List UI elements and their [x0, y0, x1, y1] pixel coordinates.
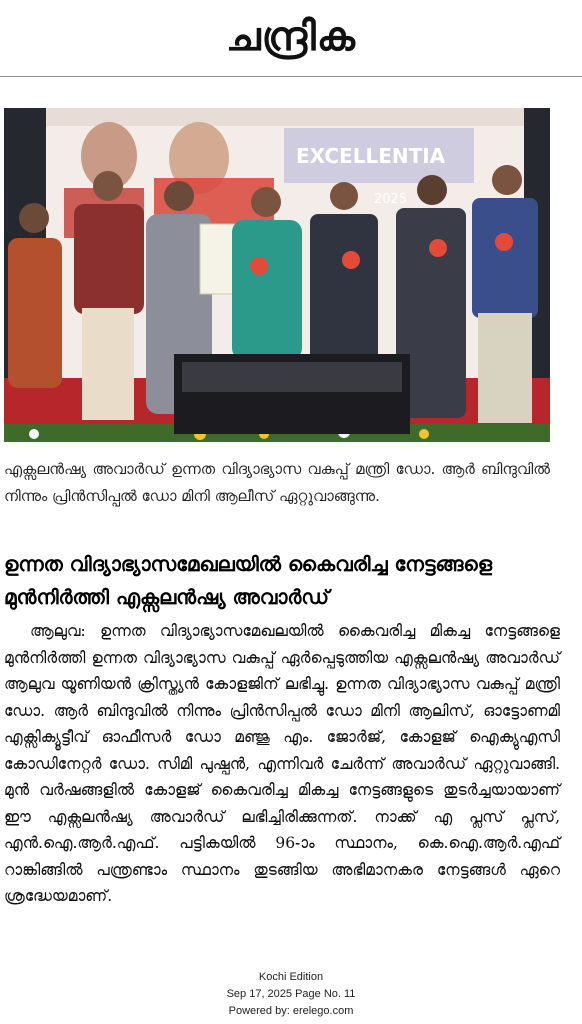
- banner-year: 2025: [374, 192, 408, 207]
- photo-caption: എക്സലൻഷ്യ അവാർഡ് ഉന്നത വിദ്യാഭ്യാസ വകുപ്പ് മന്ത്രി ഡോ. ആർ ബിന്ദുവിൽ നിന്നും പ്രിൻസിപ്പൽ ഡോ മിനി ആലീസ് ഏറ്റുവാങ്ങുന്നു.: [4, 460, 550, 505]
- powered-by-link[interactable]: Powered by: erelego.com: [228, 1005, 354, 1017]
- masthead: [0, 0, 582, 74]
- article-headline: ഉന്നത വിദ്യാഭ്യാസമേഖലയിൽ കൈവരിച്ച നേട്ടങ്ങളെ മുൻനിർത്തി എക്സലൻഷ്യ അവാർഡ്: [4, 552, 492, 609]
- news-photo: [4, 108, 550, 442]
- date-page-label: Sep 17, 2025 Page No. 11: [226, 988, 356, 1000]
- banner-title: EXCELLENTIA: [296, 144, 446, 168]
- page-footer: [0, 969, 582, 1020]
- article-body: ആലുവ: ഉന്നത വിദ്യാഭ്യാസമേഖലയിൽ കൈവരിച്ച മികച്ച നേട്ടങ്ങളെ മുൻനിർത്തി ഉന്നത വിദ്യാഭ്യാസ വകുപ്പ് ഏർപ്പെടുത്തിയ എക്സലൻഷ്യ അവാർഡ് ആലുവ യൂണിയൻ ക്രിസ്ത്യൻ കോളജിന് ലഭിച്ചു. ഉന്നത വിദ്യാഭ്യാസ വകുപ്പ് മന്ത്രി ഡോ. ആർ ബിന്ദുവിൽ നിന്നും പ്രിൻസിപ്പൽ ഡോ മിനി ആലിസ്, ഓട്ടോണമി എക്സിക്യൂട്ടീവ് ഓഫീസർ ഡോ മഞ്ജു എം. ജോർജ്, കോളജ് ഐക്യുഎസി കോഡിനേറ്റർ ഡോ. സിമി പുഷ്പൻ, എന്നിവർ ചേർന്ന് അവാർഡ് ഏറ്റുവാങ്ങി. മുൻ വർഷങ്ങളിൽ കോളജ് കൈവരിച്ച മികച്ച നേട്ടങ്ങളുടെ തുടർച്ചയായാണ് ഈ എക്സലൻഷ്യ അവാർഡ് ലഭിച്ചിരിക്കുന്നത്. നാക്ക് എ പ്ലസ് പ്ലസ്, എൻ.ഐ.ആർ.എഫ്. പട്ടികയിൽ 96-ാം സ്ഥാനം, കെ.ഐ.ആർ.എഫ് റാങ്കിങ്ങിൽ പന്ത്രണ്ടാം സ്ഥാനം തുടങ്ങിയ അഭിമാനകര നേട്ടങ്ങൾ ഏറെ ശ്രദ്ധേയമാണ്.: [4, 622, 560, 905]
- masthead-divider: [0, 76, 582, 77]
- edition-label: Kochi Edition: [258, 971, 324, 983]
- newspaper-logo: ചന്ദ്രിക: [226, 14, 356, 60]
